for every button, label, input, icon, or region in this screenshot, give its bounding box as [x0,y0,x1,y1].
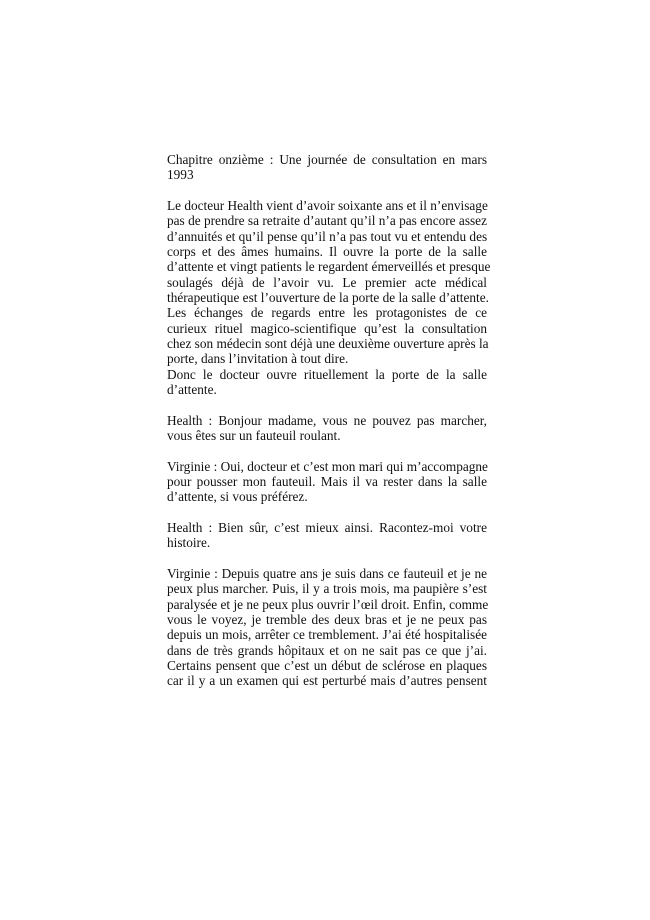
text-line: peux plus marcher. Puis, il y a trois mois, ma paupière s’est [167,581,487,597]
text-line: pas de prendre sa retraite d’autant qu’il n’a pas encore assez [167,213,487,229]
text-line: chez son médecin sont déjà une deuxième ouverture après la [167,335,489,351]
text-line: dans de très grands hôpitaux et on ne sait pas ce que j’ai. [167,642,487,658]
document-page [167,152,491,704]
text-line: d’annuités et qu’il pense qu’il n’a pas tout vu et entendu des [167,228,488,244]
text-line: thérapeutique est l’ouverture de la porte de la salle d’attente. [167,289,489,305]
text-line: porte, dans l’invitation à tout dire. [167,351,349,367]
text-line: vous êtes sur un fauteuil roulant. [167,427,341,443]
paragraph [167,566,487,689]
text-line: Les échanges de regards entre les protagonistes de ce [167,305,487,321]
text-line: Health : Bonjour madame, vous ne pouvez pas marcher, [167,412,487,428]
text-line: 1993 [167,167,194,183]
text-line: Le docteur Health vient d’avoir soixante ans et il n’envisage [167,197,488,213]
paragraph [167,459,487,505]
text-line: d’attente et vingt patients le regardent émerveillés et presque [167,259,491,275]
text-line: depuis un mois, arrêter ce tremblement. J’ai été hospitalisée [167,627,487,643]
text-line: Certains pensent que c’est un début de sclérose en plaques [167,657,487,673]
text-line: Health : Bien sûr, c’est mieux ainsi. Racontez-moi votre [167,519,487,535]
paragraph [167,413,487,444]
chapter-title [167,152,487,183]
paragraph [167,197,491,397]
text-line: d’attente. [167,381,217,397]
text-line: curieux rituel magico-scientifique qu’est la consultation [167,320,487,336]
text-line: paralysée et je ne peux plus ouvrir l’œil droit. Enfin, comme [167,596,489,612]
text-line: vous le voyez, je tremble des deux bras et je ne peux pas [167,611,487,627]
paragraph [167,520,487,551]
text-line: d’attente, si vous préférez. [167,489,308,505]
text-line: Donc le docteur ouvre rituellement la porte de la salle [167,366,487,382]
text-line: car il y a un examen qui est perturbé mais d’autres pensent [167,673,487,689]
text-line: histoire. [167,535,211,551]
text-line: corps et des âmes humains. Il ouvre la porte de la salle [167,243,487,259]
text-line: Chapitre onzième : Une journée de consultation en mars [167,152,487,167]
text-line: soulagés déjà de l’avoir vu. Le premier acte médical [167,274,487,290]
text-line: pour pousser mon fauteuil. Mais il va rester dans la salle [167,473,487,489]
text-line: Virginie : Depuis quatre ans je suis dans ce fauteuil et je ne [167,565,487,581]
text-line: Virginie : Oui, docteur et c’est mon mari qui m’accompagne [167,458,488,474]
